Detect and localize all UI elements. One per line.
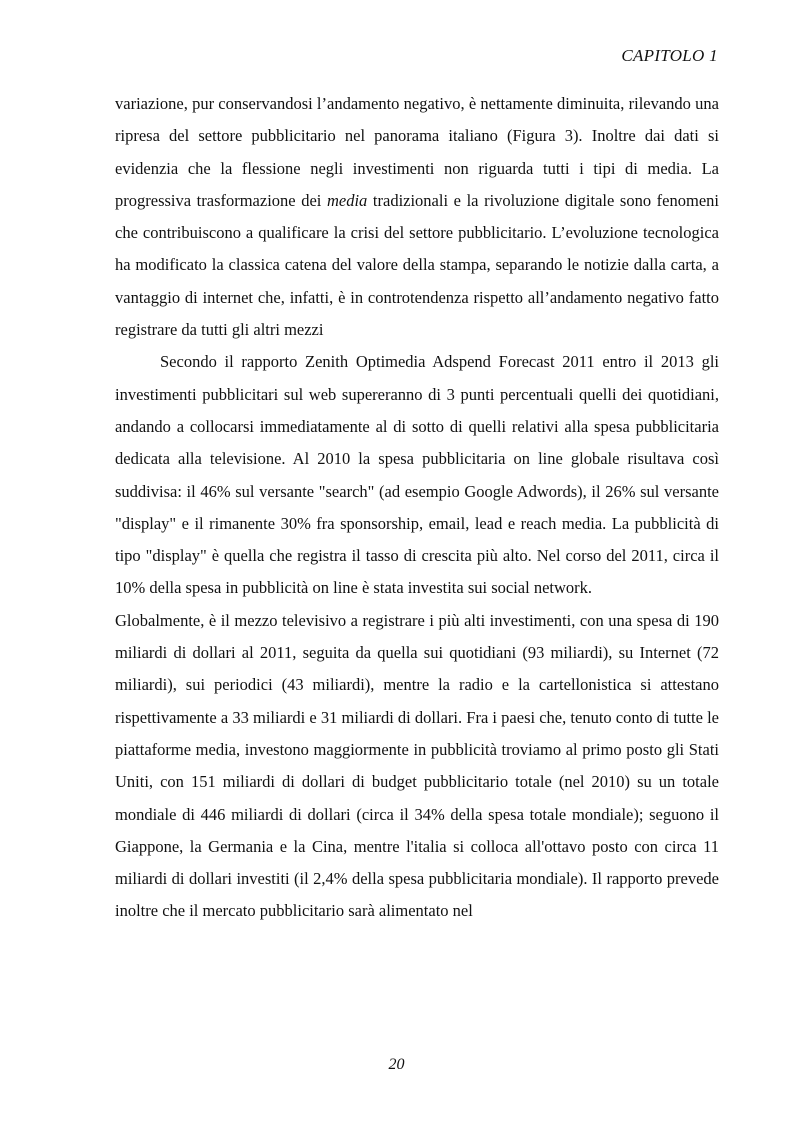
paragraph-1-text-a: variazione, pur conservandosi l’andamento negativo, è nettamente diminuita, rilevando una ripresa del settore pubblicitario nel panorama italiano (Figura 3). Inoltre dai dati si evidenzia che la flessione negli investimenti non riguarda tutti i tipi di media. La progressiva trasformazione dei	[115, 94, 719, 210]
paragraph-1-text-b: tradizionali e la rivoluzione digitale sono fenomeni che contribuiscono a qualificare la crisi del settore pubblicitario. L’evoluzione tecnologica ha modificato la classica catena del valore della stampa, separando le notizie dalla carta, a vantaggio di internet che, infatti, è in controtendenza rispetto all’andamento negativo fatto registrare da tutti gli altri mezzi	[115, 190, 719, 340]
paragraph-2: Secondo il rapporto Zenith Optimedia Adspend Forecast 2011 entro il 2013 gli investimenti pubblicitari sul web supereranno di 3 punti percentuali quelli dei quotidiani, andando a collocarsi immediatamente al di sotto di quelli relativi alla spesa pubblicitaria dedicata alla televisione. Al 2010 la spesa pubblicitaria on line globale risultava così suddivisa: il 46% sul versante "search" (ad esempio Google Adwords), il 26% sul versante "display" e il rimanente 30% fra sponsorship, email, lead e reach media. La pubblicità di tipo "display" è quella che registra il tasso di crescita più alto. Nel corso del 2011, circa il 10% della spesa in pubblicità on line è stata investita sui social network.	[115, 352, 719, 598]
paragraph-1-emphasis: media	[326, 190, 368, 210]
page-number: 20	[388, 1056, 405, 1073]
paragraph-3: Globalmente, è il mezzo televisivo a registrare i più alti investimenti, con una spesa di 190 miliardi di dollari al 2011, seguita da quella sui quotidiani (93 miliardi), su Internet (72 miliardi), sui periodici (43 miliardi), mentre la radio e la cartellonistica si attestano rispettivamente a 33 miliardi e 31 miliardi di dollari. Fra i paesi che, tenuto conto di tutte le piattaforme media, investono maggiormente in pubblicità troviamo al primo posto gli Stati Uniti, con 151 miliardi di dollari di budget pubblicitario totale (nel 2010) su un totale mondiale di 446 miliardi di dollari (circa il 34% della spesa totale mondiale); seguono il Giappone, la Germania e la Cina, mentre l'italia si colloca all'ottavo posto con circa 11 miliardi di dollari investiti (il 2,4% della spesa pubblicitaria mondiale). Il rapporto prevede inoltre che il mercato pubblicitario sarà alimentato nel	[115, 610, 719, 921]
paragraph-1	[115, 88, 719, 346]
document-body	[115, 88, 719, 928]
chapter-header: CAPITOLO 1	[621, 46, 718, 65]
